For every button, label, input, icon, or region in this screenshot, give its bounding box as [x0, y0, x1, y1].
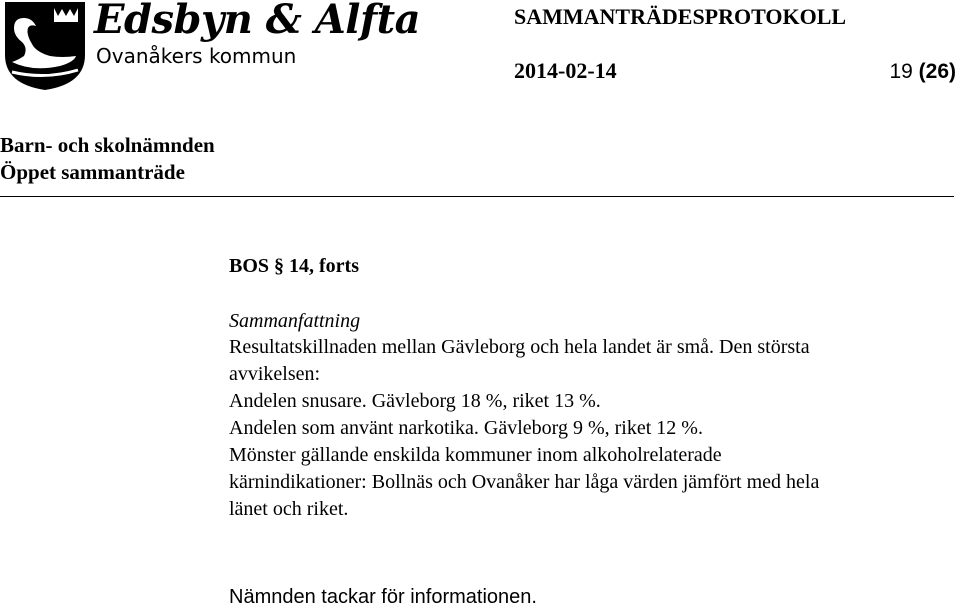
body-line: kärnindikationer: Bollnäs och Ovanåker har låga värden jämfört med hela [229, 471, 820, 493]
current-page: 19 [889, 60, 913, 83]
meeting-date: 2014-02-14 [514, 58, 617, 83]
swan-crest-icon [2, 0, 88, 92]
protocol-section [229, 255, 954, 523]
document-type: SAMMANTRÄDESPROTOKOLL [514, 4, 847, 29]
committee-block [0, 132, 215, 186]
committee-name: Barn- och skolnämnden [0, 133, 215, 157]
logo-tagline: Ovanåkers kommun [96, 44, 297, 68]
municipality-logo [2, 0, 421, 92]
body-line: Mönster gällande enskilda kommuner inom alkoholrelaterade [229, 444, 722, 466]
body-line: länet och riket. [229, 498, 349, 520]
header-divider [0, 196, 954, 197]
meeting-type: Öppet sammanträde [0, 160, 185, 184]
body-line: Andelen som använt narkotika. Gävleborg 9 %, riket 12 %. [229, 417, 703, 439]
closing-statement: Nämnden tackar för informationen. [229, 586, 537, 608]
body-line: avvikelsen: [229, 363, 321, 385]
total-pages: (26) [918, 60, 956, 83]
page-number [889, 60, 956, 84]
section-body [229, 334, 954, 523]
body-line: Resultatskillnaden mellan Gävleborg och hela landet är små. Den största [229, 336, 810, 358]
section-subtitle: Sammanfattning [229, 310, 361, 332]
body-line: Andelen snusare. Gävleborg 18 %, riket 13 %. [229, 390, 601, 412]
logo-title: Edsbyn & Alfta [94, 0, 421, 43]
section-title: BOS § 14, forts [229, 255, 359, 277]
